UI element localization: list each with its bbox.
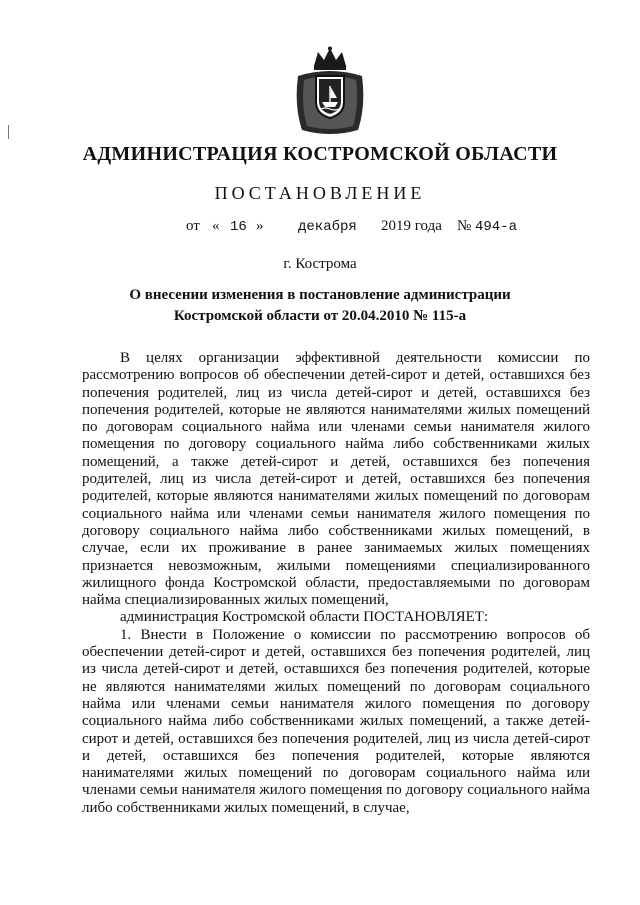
scan-margin-mark [8, 125, 9, 139]
decree-subject [0, 285, 640, 327]
place-of-issue: г. Кострома [283, 256, 357, 272]
date-prefix: от [186, 218, 200, 234]
subject-line-1: О внесении изменения в постановление администрации [129, 287, 511, 303]
decree-number: 494-а [475, 219, 518, 235]
date-year: 2019 года [381, 218, 442, 234]
date-month: декабря [298, 219, 357, 235]
date-close-quote: » [256, 218, 264, 234]
preamble-paragraph: В целях организации эффективной деятельности комиссии по рассмотрению вопросов об обеспечении детей-сирот и детей, оставшихся без попечения родителей, лиц из числа детей-сирот и детей, оставшихся без попечения родителей, которые не являются нанимателями жилых помещений по договорам социального найма или членами семьи нанимателя жилого помещения по договору социального найма либо собственниками жилых помещений, а также детей-сирот и детей, оставшихся без попечения родителей, лиц из числа детей-сирот и детей, оставшихся без попечения родителей, которые являются нанимателями жилых помещений по договорам социального найма или членами семьи нанимателя жилого помещения по договору социального найма либо собственниками жилых помещений, в случае, если их проживание в ранее занимаемых жилых помещениях признается невозможным, жилыми помещениями специализированного жилищного фонда Костромской области, предоставляемыми по договорам найма специализированных жилых помещений, [82, 350, 590, 609]
number-sign: № [457, 218, 472, 234]
decree-body [82, 350, 590, 817]
coat-of-arms-icon [292, 46, 368, 140]
org-title: АДМИНИСТРАЦИЯ КОСТРОМСКОЙ ОБЛАСТИ [82, 143, 558, 165]
date-open-quote: « [212, 218, 220, 234]
date-day: 16 [230, 219, 247, 235]
date-number-line [0, 218, 640, 240]
subject-line-2: Костромской области от 20.04.2010 № 115-а [173, 308, 467, 324]
document-type: ПОСТАНОВЛЕНИЕ [214, 183, 426, 203]
item-1-paragraph: 1. Внести в Положение о комиссии по рассмотрению вопросов об обеспечении детей-сирот и детей, оставшихся без попечения родителей, лиц из числа детей-сирот и детей, оставшихся без попечения родителей, которые не являются нанимателями жилых помещений по договорам социального найма или членами семьи нанимателя жилого помещения по договору социального найма либо собственниками жилых помещений, а также детей-сирот и детей, оставшихся без попечения родителей, лиц из числа детей-сирот и детей, оставшихся без попечения родителей, которые являются нанимателями жилых помещений по договорам социального найма или членами семьи нанимателя жилого помещения по договору социального найма либо собственниками жилых помещений, в случае, [82, 626, 590, 816]
resolution-paragraph: администрация Костромской области ПОСТАНОВЛЯЕТ: [120, 609, 489, 626]
